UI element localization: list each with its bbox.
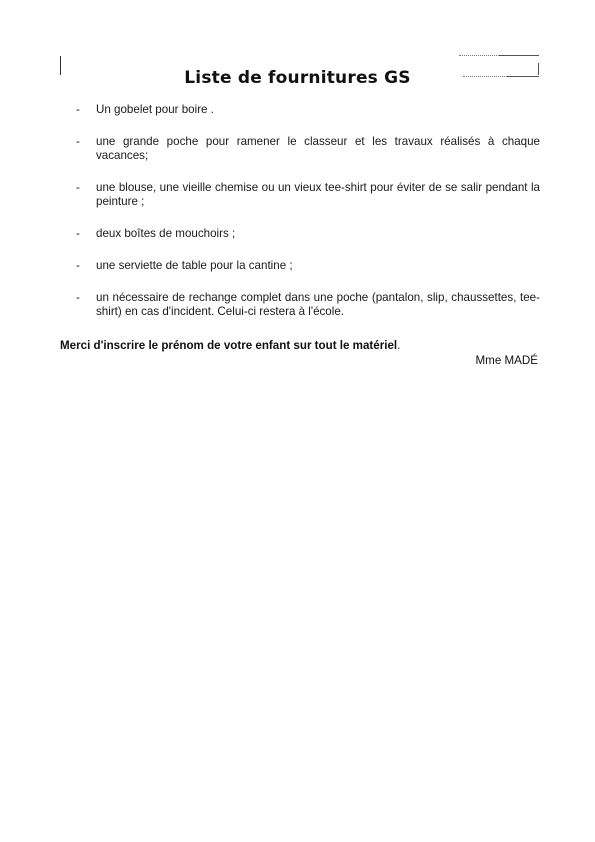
instruction-note-text: Merci d'inscrire le prénom de votre enfant sur tout le matériel bbox=[60, 338, 398, 352]
list-dash: - bbox=[76, 103, 80, 116]
list-item-text: une serviette de table pour la cantine ; bbox=[96, 259, 293, 272]
instruction-note bbox=[60, 339, 540, 352]
instruction-note-period: . bbox=[397, 338, 401, 352]
list-item bbox=[60, 227, 540, 241]
list-item bbox=[60, 135, 540, 163]
list-item-text: une grande poche pour ramener le classeur et les travaux réalisés à chaque vacances; bbox=[96, 135, 540, 162]
list-item bbox=[60, 103, 540, 117]
page-title: Liste de fournitures GS bbox=[184, 68, 411, 89]
list-item-text: deux boîtes de mouchoirs ; bbox=[96, 227, 236, 240]
list-dash: - bbox=[76, 259, 80, 272]
stamp-top-line-solid bbox=[499, 55, 539, 56]
list-item-text: un nécessaire de rechange complet dans une poche (pantalon, slip, chaussettes, tee-shirt) en cas d'incident. Celui-ci restera à l'école. bbox=[96, 291, 540, 318]
stamp-box bbox=[459, 55, 539, 77]
list-item-text: une blouse, une vieille chemise ou un vieux tee-shirt pour éviter de se salir pendant la peinture ; bbox=[96, 181, 540, 208]
stamp-right-line bbox=[538, 63, 539, 75]
list-item-text: Un gobelet pour boire . bbox=[96, 103, 214, 116]
supply-list bbox=[60, 103, 540, 337]
stamp-bottom-line-solid bbox=[507, 76, 539, 77]
list-dash: - bbox=[76, 135, 80, 148]
list-dash: - bbox=[76, 291, 80, 304]
list-item bbox=[60, 291, 540, 319]
list-dash: - bbox=[76, 181, 80, 194]
list-dash: - bbox=[76, 227, 80, 240]
signature: Mme MADÉ bbox=[475, 354, 538, 367]
list-item bbox=[60, 259, 540, 273]
list-item bbox=[60, 181, 540, 209]
